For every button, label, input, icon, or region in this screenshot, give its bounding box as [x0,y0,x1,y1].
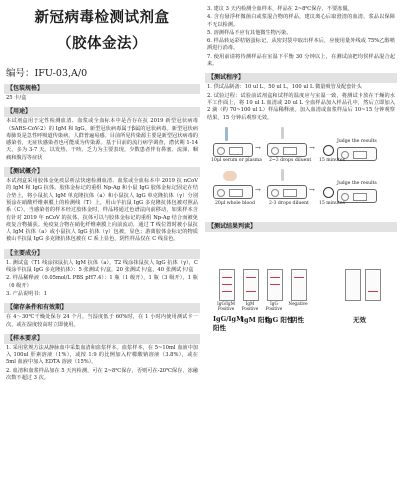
section-heading: 【主要成分】 [4,249,200,259]
section-method [205,73,397,121]
result-strip [219,269,235,301]
result-strip [365,269,381,301]
control-line [222,277,232,278]
section-principle [4,167,200,244]
strip-label: Negative [288,300,308,306]
doc-title: 新冠病毒检测试剂盒 [34,9,170,26]
control-line [294,277,304,278]
igg-line [222,284,232,285]
list-item: 1. 供试品制备：10 ul L、50 ul L，100 ul L 微量吸管及配套针头 [207,84,362,91]
time-label: 15 minutes [319,200,345,206]
summary-label: IgG/IgM 阳性 [213,314,244,332]
list-item: 7. 使用前请将待测样品在室温下平衡 30 分钟以上，在测试前把均侯样品混合起来。 [207,53,395,68]
list-item: 3. 建议 3 天内检测全血样本，样品在 2~8℃保存，不要冻僵。 [207,6,353,12]
section-text [6,345,198,382]
arrow-right-icon: → [255,143,261,152]
doc-code: 编号：IFU-03,A/0 [6,68,88,79]
list-item: 5. 溶测样品不应有其他微生物污染。 [207,29,292,36]
igm-line [368,291,378,292]
summary-label: 阴性 [291,315,304,324]
section-heading: 【包装规格】 [4,84,200,94]
diluent-bottle-icon [281,169,284,181]
drops-label: 2~3 drops diluent [269,157,312,163]
arrow-right-icon: → [309,143,315,152]
section-heading: 【样本要求】 [4,334,200,344]
result-strip [345,269,361,301]
test-cassette [213,185,253,199]
igm-line [246,291,256,292]
list-item: 6. 样品转运彩桔铬蛋标记，从密封袋中取出样本后，应使用量外线或 75%乙醇喷洒进行消毒。 [207,38,395,52]
test-cassette [213,143,253,157]
arrow-right-icon: → [255,185,261,194]
sample-continued [207,6,395,68]
strip-label: IgM Positive [241,300,259,311]
section-components [4,249,200,298]
serum-label: 10μl serum or plasma [211,157,262,163]
result-strip [291,269,307,301]
section-package [4,84,200,102]
result-strip [243,269,259,301]
control-line [270,277,280,278]
summary-label: IgG 阳性 [265,315,294,324]
result-strip [267,269,283,301]
list-item: 4. 含有悬浮杆微菌白或浆混合物的样品，建议离心后取澄清的血清、浆品以保障不无以检测。 [207,14,395,28]
clock-icon [323,145,334,156]
pipette-icon [225,127,228,141]
time-label: 15 minutes [319,157,345,163]
right-column [205,0,397,345]
finger-icon [223,171,237,181]
strip-label: IgG Positive [265,300,283,311]
procedure-illustration [205,125,397,217]
judge-label: Judge the results [337,138,377,144]
arrow-right-icon: → [309,185,315,194]
section-heading: 【测试程序】 [205,73,397,83]
test-cassette [267,143,307,157]
list-item: 2. 血清和血浆样品加在 5 天内检测，可在 2~8℃保存，否则可在-20℃保存，冻融次数不超过 3 次。 [6,367,198,382]
section-heading: 【用途】 [4,107,200,117]
list-item: 1. 测试盒（T1 线涂抹鼠抗人 IgM 抗体（a），T2 线涂抹鼠抗人 IgG 抗体（γ），C 线涂羊抗鼠 IgG 多克隆抗体）：5 张测试卡/盒，20 张测试卡/盒，40 张测试卡/盒 [6,259,198,274]
clock-icon [323,187,334,198]
section-storage [4,303,200,329]
section-sample [4,334,200,382]
strip-label: IgG/IgM Positive [217,300,235,311]
list-item: 3. 产品说明书：1 [6,290,48,297]
drops-label: 2-3 drops diluent [269,200,309,206]
diluent-bottle-icon [281,127,284,139]
doc-subtitle: （胶体金法） [57,35,147,52]
list-item: 2. 样品稀释液（0.05mol/L PBS pH7.4）：1 瓶（1 级开），1 瓶（3 级开），1 瓶（6 级开） [6,275,198,289]
igg-line [270,284,280,285]
section-text [6,260,198,298]
list-item: 1. 采用常规方法从静脉血中采集血清和血浆样本。血浆样本，在 5~10ml 血液中加入 100ul 肝素溶液（1%），或按 1:9 的比例加入柠檬酸钠溶液（3.8%），或在 5ml 血液中加入 EDTA 溶液（15%）。 [6,344,198,366]
igm-line [222,291,232,292]
judge-label: Judge the results [337,180,377,186]
section-text: 本试剂盒用于定性检测血清、血浆或全血标本中是否存在抗 2019 新型冠状病毒（SARS-CoV-2）的 IgM 和 IgG。新型冠状病毒属于β属的冠状病毒。新型冠状病毒肺炎是急性呼吸道传染病，人群普遍易感。目前所见传染源主要是新型冠状病毒的感染者，无症状感染者也可能成为传染源。基于目前的流行病学调查，潜伏期 1-14 天，多为 3-7 天。以发热、干咳、乏力为主要表现。少数患者伴有鼻塞、流涕、咽痛和腹泻等症状 [6,118,198,161]
results-illustration [205,235,397,345]
section-text: 在 4～30℃干燥处保存 24 个月。当湿度低于 60%时，在 1 小时内使用测试卡一次，或在湿度较高时立即使用。 [6,314,198,328]
section-text [207,84,395,121]
section-heading: 【测试结果判读】 [205,222,397,232]
blood-label: 20μl whole blood [215,200,255,206]
summary-label: IgM 阳性 [241,315,272,324]
section-usage [4,107,200,162]
test-cassette [267,185,307,199]
control-line [246,277,256,278]
section-results [205,222,397,232]
invalid-label: 无效 [353,315,366,324]
list-item: 2. 试验过程：试验前试剂盒和试样的温度应与室温一致，将测试卡放在干燥的水平工作面上，将 10 ul L 血清或 20 ul L 全血样品加入样品孔中，然后立即加入 2 滴（约 70~100 ul L）样品稀释液。加入血清或血浆样品后 10~15 分钟观察结果，15 分钟后观察无效。 [207,92,395,121]
section-heading: 【测试概介】 [4,167,200,177]
section-text: 25 卡/盒 [6,95,27,101]
section-text: 本试剂盒采用胶体金免疫层析法快速检测血清、血浆或全血标本中 2019 抗 nCoV 的 IgM 和 IgG 抗体。胶体金标记的重组 Np-Ag 和小鼠 IgG 胶体金标记固定在结合垫上，将小鼠抗人 IgM 单克隆抗体（a）和小鼠抗人 IgG 单克隆抗体（γ）分别预涂在硝酸纤维素膜上的检测线（T）上，用山羊抗鼠 IgG 多克隆抗体包被对照品系（C）。当感染者的样本经过胶体金时，样品将通过色谱法向前移动，如果样本含有针对 2019 年 nCoV 的抗体，抗体可以与胶体金标记的重组 Np-Ag 结合而被免疫复合物捕获。免疫复合物在硝化纤维素膜上向前流动，通过 T 线位置时被小鼠抗人 IgM 抗体（a）或小鼠抗人 IgG 抗体（γ）包被，显色；游离胶体金标记的物质被山羊抗鼠 IgG 多克隆抗体包被在 C 系上显色，阴性样品仅在 C 线显色。 [6,178,198,243]
section-heading: 【储存条件和有效期】 [4,303,200,313]
left-column [4,0,200,383]
